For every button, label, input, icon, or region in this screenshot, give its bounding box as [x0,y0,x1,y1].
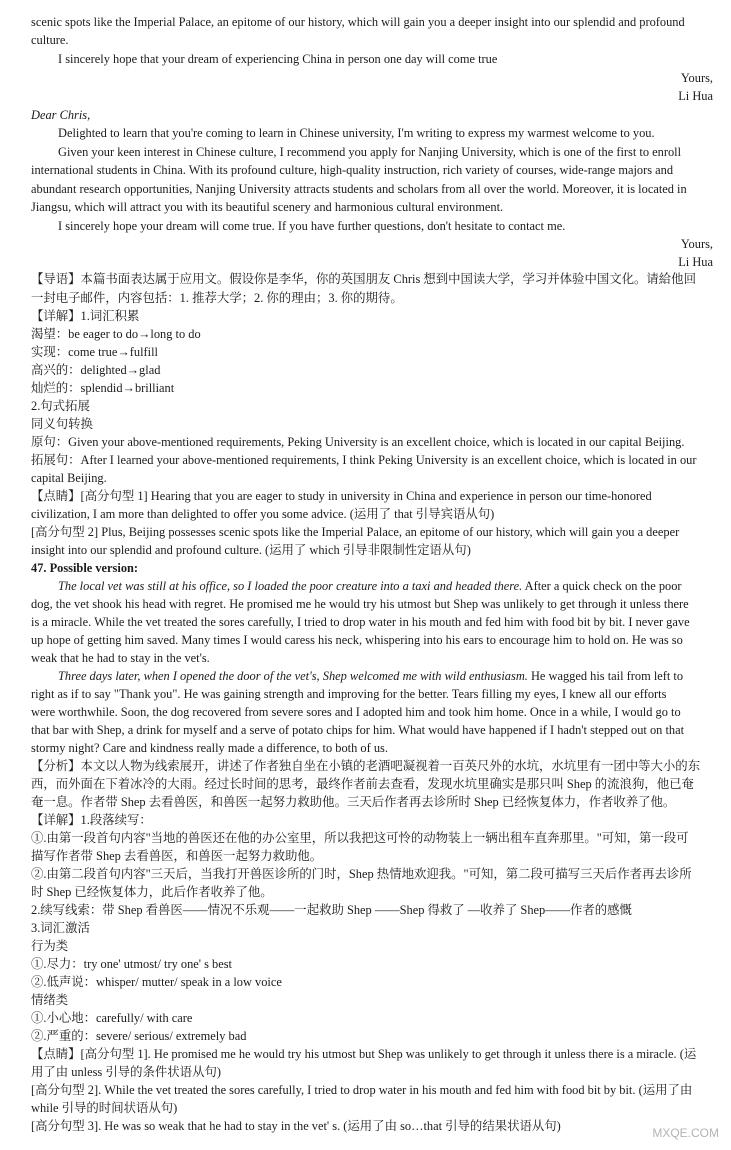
text-line: 【导语】本篇书面表达属于应用文。假设你是李华，你的英国朋友 Chris 想到中国读大学，学习并体验中国文化。请給他回 [31,272,696,286]
text-line: capital Beijing. [31,471,107,485]
text-line [58,667,683,685]
text-line: 3.词汇激活 [31,921,90,935]
text-line: up hope of getting him saved. Many times I would caress his neck, whispering into his ears to encourage him to hold on. He was so [31,633,683,647]
text-line: Jiangsu, which will attract you with its beautiful scenery and harmonious cultural environment. [31,200,504,214]
text-line: 灿烂的：splendid→brilliant [31,381,175,395]
text-line: I sincerely hope that your dream of experiencing China in person one day will come true [58,52,498,66]
salutation: Dear Chris, [31,108,91,122]
text-line: abundant research opportunities, Nanjing University attracts students and scholars from all over the world. Moreover, it is located in [31,182,687,196]
text-span: He wagged his tail from left to [527,669,684,683]
text-line: [高分句型 2] Plus, Beijing possesses scenic spots like the Imperial Palace, an epitome of our history, which will gain you a deeper [31,525,680,539]
text-line: while 引导的时间状语从句) [31,1101,178,1115]
signoff: Yours, [680,71,713,85]
text-line: international students in China. With its profound culture, high-quality instruction, rich variety of courses, wide-range majors and [31,163,674,177]
text-line: 一封电子邮件，内容包括：1. 推荐大学；2. 你的理由；3. 你的期待。 [31,291,403,305]
text-line: 描写作者带 Shep 去看兽医，和兽医一起努力救助他。 [31,849,323,863]
text-line: 奄一息。作者带 Shep 去看兽医，和兽医一起努力救助他。三天后作者再去诊所时 Shep 已经恢复体力，作者收养了他。 [31,795,676,809]
text-line: 【详解】1.词汇积累 [31,309,140,323]
text-line: insight into our splendid and profound culture. (运用了 which 引导非限制性定语从句) [31,543,471,557]
text-line: 同义句转换 [31,417,93,431]
section-heading: 47. Possible version: [31,561,139,575]
text-line: 【点睛】[高分句型 1]. He promised me he would try his utmost but Shep was unlikely to get through it unless there is a miracle. (运 [31,1047,697,1061]
text-line: 实现：come true→fulfill [31,345,158,359]
text-line: 【分析】本文以人物为线索展开，讲述了作者独自坐在小镇的老酒吧凝视着一百英尺外的水坑，水坑里有一团中等大小的东 [31,759,701,773]
signature: Li Hua [678,255,713,269]
text-line: 2.续写线索：带 Shep 看兽医——情况不乐观——一起救助 Shep ——Shep 得救了 —收养了 Shep——作者的感慨 [31,903,632,917]
text-line: 渴望：be eager to do→long to do [31,327,201,341]
text-line: 时 Shep 已经恢复体力，此后作者收养了他。 [31,885,273,899]
signoff: Yours, [680,237,713,251]
text-line: [高分句型 3]. He was so weak that he had to stay in the vet' s. (运用了由 so…that 引导的结果状语从句) [31,1119,561,1133]
text-line: ②.由第二段首句内容"三天后，当我打开兽医诊所的门时，Shep 热情地欢迎我。"可知，第二段可描写三天后作者再去诊所 [31,867,692,881]
text-line: civilization, I am more than delighted to offer you some advice. (运用了 that 引导宾语从句) [31,507,495,521]
text-line: ①.由第一段首句内容"当地的兽医还在他的办公室里，所以我把这可怜的动物装上一辆出租车直奔那里。"可知，第一段可 [31,831,689,845]
text-line: weak that he had to stay in the vet's. [31,651,210,665]
text-line: 2.句式拓展 [31,399,90,413]
text-line: ②.低声说：whisper/ mutter/ speak in a low voice [31,975,282,989]
text-line: scenic spots like the Imperial Palace, an epitome of our history, which will gain you a deeper insight into our splendid and profound [31,15,685,29]
text-line: 原句：Given your above-mentioned requirements, Peking University is an excellent choice, which is located in our capital Beijing. [31,435,685,449]
given-sentence: Three days later, when I opened the door of the vet's, Shep welcomed me with wild enthusiasm. [58,669,528,683]
text-line: 高兴的：delighted→glad [31,363,161,377]
text-line: 用了由 unless 引导的条件状语从句) [31,1065,221,1079]
text-line: I sincerely hope your dream will come true. If you have further questions, don't hesitate to contact me. [58,219,566,233]
given-sentence: The local vet was still at his office, so I loaded the poor creature into a taxi and headed there. [58,579,523,593]
text-line: Given your keen interest in Chinese culture, I recommend you apply for Nanjing University, which is one of the first to enroll [58,145,682,159]
text-line: 【详解】1.段落续写： [31,813,152,827]
watermark-logo: MXQE.COM [652,1125,719,1140]
signature: Li Hua [678,89,713,103]
text-line: 行为类 [31,939,69,953]
text-line: culture. [31,33,69,47]
text-line: 拓展句：After I learned your above-mentioned requirements, I think Peking University is an excellent choice, which is located in our [31,453,697,467]
text-line: right as if to say "Thank you". He was gaining strength and improving for the better. Tears filling my eyes, I knew all our efforts [31,687,667,701]
text-line: ①.小心地：carefully/ with care [31,1011,193,1025]
text-line: [高分句型 2]. While the vet treated the sores carefully, I tried to drop water in his mouth and fed him with food bit by bit. (运用了由 [31,1083,693,1097]
text-line: ①.尽力：try one' utmost/ try one' s best [31,957,232,971]
text-line: that bar with Shep, a drink for myself and a serve of potato chips for him. What would have happened if I hadn't stepped out on that [31,723,685,737]
text-line [58,577,682,595]
text-line: were worthwhile. Soon, the dog recovered from severe sores and I adopted him and took him home. Once in a while, I would go to [31,705,681,719]
text-line: 情绪类 [31,993,69,1007]
text-line: ②.严重的：severe/ serious/ extremely bad [31,1029,247,1043]
text-line: stormy night? Care and kindness really made a difference, to both of us. [31,741,388,755]
text-line: dog, the vet shook his head with regret. He promised me he would try his utmost but Shep was unlikely to get through it unless there [31,597,689,611]
text-line: is a miracle. While the vet treated the sores carefully, I tried to drop water in his mouth and fed him with food bit by bit. I never gave [31,615,690,629]
text-line: 【点睛】[高分句型 1] Hearing that you are eager to study in university in China and experience in person our time-honored [31,489,652,503]
text-line: Delighted to learn that you're coming to learn in Chinese university, I'm writing to express my warmest welcome to you. [58,126,655,140]
text-line: 西，而外面在下着冰冷的大雨。经过长时间的思考，最终作者前去查看，发现水坑里确实是那只叫 Shep 的流浪狗，他已奄 [31,777,694,791]
text-span: After a quick check on the poor [522,579,682,593]
